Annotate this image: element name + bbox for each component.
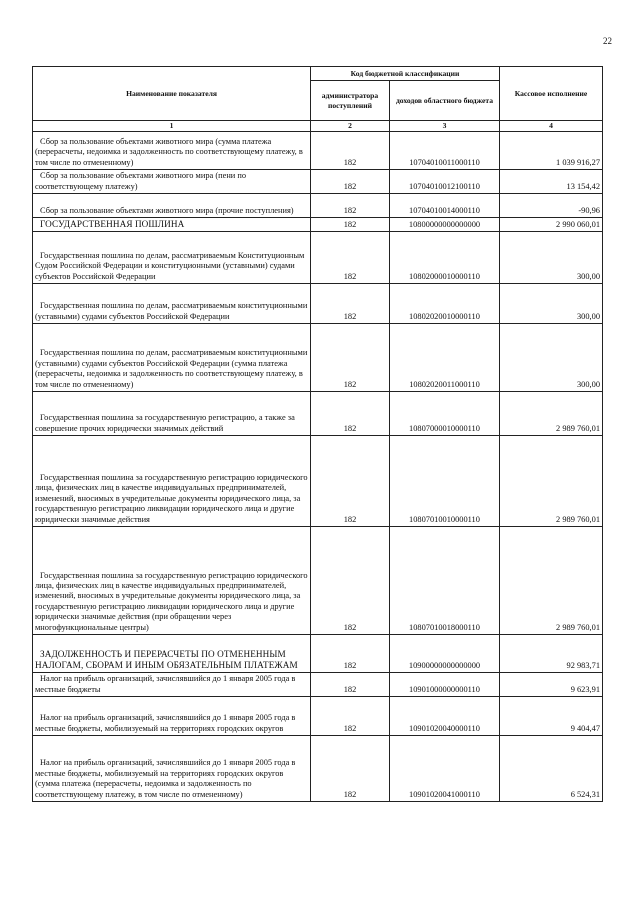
- row-income-code: 10901000000000110: [390, 673, 500, 697]
- row-amount: 6 524,31: [500, 736, 603, 802]
- row-income-code: 10807010010000110: [390, 436, 500, 527]
- table-row: [33, 635, 603, 673]
- column-number: 3: [390, 121, 500, 132]
- row-name: Государственная пошлина за государственную регистрацию, а также за совершение прочих юридически значимых действий: [33, 392, 311, 436]
- row-name: Государственная пошлина по делам, рассматриваемым Конституционным Судом Российской Федерации и конституционными (уставными) судами субъектов Российской Федерации: [33, 232, 311, 284]
- row-amount: 2 989 760,01: [500, 527, 603, 635]
- row-income-code: 10704010012100110: [390, 170, 500, 194]
- row-amount: 2 989 760,01: [500, 436, 603, 527]
- table-row: [33, 170, 603, 194]
- table-row: [33, 284, 603, 324]
- row-income-code: 10807010018000110: [390, 527, 500, 635]
- row-admin-code: 182: [311, 673, 390, 697]
- row-admin-code: 182: [311, 697, 390, 736]
- table-row: [33, 736, 603, 802]
- row-name: Государственная пошлина за государственную регистрацию юридического лица, физических лиц в качестве индивидуальных предпринимателей, изменений, вносимых в учредительные документы юридического лица, за государственную регистрацию ликвидации юридического лица и другие юридически значимые действия: [33, 436, 311, 527]
- row-amount: 300,00: [500, 284, 603, 324]
- row-amount: 1 039 916,27: [500, 132, 603, 170]
- table-row: [33, 132, 603, 170]
- row-admin-code: 182: [311, 436, 390, 527]
- header-execution: Кассовое исполнение: [500, 67, 603, 121]
- row-name: Налог на прибыль организаций, зачислявшийся до 1 января 2005 года в местные бюджеты, мобилизуемый на территориях городских округов (сумма платежа (перерасчеты, недоимка и задолженность по соответствующему платежу, в том числе по отмененному): [33, 736, 311, 802]
- row-amount: 9 404,47: [500, 697, 603, 736]
- header-admin: администратора поступлений: [311, 81, 390, 121]
- table-row: [33, 232, 603, 284]
- row-income-code: 10900000000000000: [390, 635, 500, 673]
- row-income-code: 10901020040000110: [390, 697, 500, 736]
- row-income-code: 10802020010000110: [390, 284, 500, 324]
- row-income-code: 10901020041000110: [390, 736, 500, 802]
- table-row: [33, 673, 603, 697]
- row-name: ЗАДОЛЖЕННОСТЬ И ПЕРЕРАСЧЕТЫ ПО ОТМЕНЕННЫМ НАЛОГАМ, СБОРАМ И ИНЫМ ОБЯЗАТЕЛЬНЫМ ПЛАТЕЖАМ: [33, 635, 311, 673]
- row-income-code: 10704010011000110: [390, 132, 500, 170]
- row-admin-code: 182: [311, 392, 390, 436]
- row-name: Государственная пошлина за государственную регистрацию юридического лица, физических лиц в качестве индивидуальных предпринимателей, изменений, вносимых в учредительные документы юридического лица, за государственную регистрацию ликвидации юридического лица и другие юридически значимые действия (при обращении через многофункциональные центры): [33, 527, 311, 635]
- row-income-code: 10800000000000000: [390, 218, 500, 232]
- row-amount: 9 623,91: [500, 673, 603, 697]
- row-income-code: 10802000010000110: [390, 232, 500, 284]
- row-amount: 13 154,42: [500, 170, 603, 194]
- table-row: [33, 392, 603, 436]
- table-row: [33, 324, 603, 392]
- header-code-group: Код бюджетной классификации: [311, 67, 500, 81]
- row-amount: 300,00: [500, 232, 603, 284]
- row-name: Сбор за пользование объектами животного мира (пени по соответствующему платежу): [33, 170, 311, 194]
- row-name: ГОСУДАРСТВЕННАЯ ПОШЛИНА: [33, 218, 311, 232]
- row-admin-code: 182: [311, 635, 390, 673]
- row-admin-code: 182: [311, 324, 390, 392]
- row-admin-code: 182: [311, 527, 390, 635]
- row-income-code: 10704010014000110: [390, 194, 500, 218]
- table-row: [33, 436, 603, 527]
- column-number: 2: [311, 121, 390, 132]
- row-name: Сбор за пользование объектами животного мира (сумма платежа (перерасчеты, недоимка и задолженность по соответствующему платежу, в том числе по отмененному): [33, 132, 311, 170]
- row-amount: 2 989 760,01: [500, 392, 603, 436]
- column-number: 1: [33, 121, 311, 132]
- row-amount: 92 983,71: [500, 635, 603, 673]
- row-name: Государственная пошлина по делам, рассматриваемым конституционными (уставными) судами субъектов Российской Федерации: [33, 284, 311, 324]
- row-admin-code: 182: [311, 232, 390, 284]
- table-row: [33, 697, 603, 736]
- row-amount: 300,00: [500, 324, 603, 392]
- row-name: Сбор за пользование объектами животного мира (прочие поступления): [33, 194, 311, 218]
- row-name: Государственная пошлина по делам, рассматриваемым конституционными (уставными) судами субъектов Российской Федерации (сумма платежа (перерасчеты, недоимка и задолженность по соответствующему платежу, в том числе по отмененному): [33, 324, 311, 392]
- row-income-code: 10802020011000110: [390, 324, 500, 392]
- column-number: 4: [500, 121, 603, 132]
- row-admin-code: 182: [311, 284, 390, 324]
- row-admin-code: 182: [311, 218, 390, 232]
- row-admin-code: 182: [311, 132, 390, 170]
- budget-table: [32, 66, 603, 802]
- table-row: [33, 527, 603, 635]
- row-admin-code: 182: [311, 170, 390, 194]
- row-admin-code: 182: [311, 736, 390, 802]
- header-income: доходов областного бюджета: [390, 81, 500, 121]
- page-number: 22: [603, 36, 612, 46]
- header-name: Наименование показателя: [33, 67, 311, 121]
- row-income-code: 10807000010000110: [390, 392, 500, 436]
- table-row: [33, 194, 603, 218]
- row-amount: 2 990 060,01: [500, 218, 603, 232]
- row-name: Налог на прибыль организаций, зачислявшийся до 1 января 2005 года в местные бюджеты, мобилизуемый на территориях городских округов: [33, 697, 311, 736]
- row-name: Налог на прибыль организаций, зачислявшийся до 1 января 2005 года в местные бюджеты: [33, 673, 311, 697]
- row-amount: -90,96: [500, 194, 603, 218]
- table-row: [33, 218, 603, 232]
- row-admin-code: 182: [311, 194, 390, 218]
